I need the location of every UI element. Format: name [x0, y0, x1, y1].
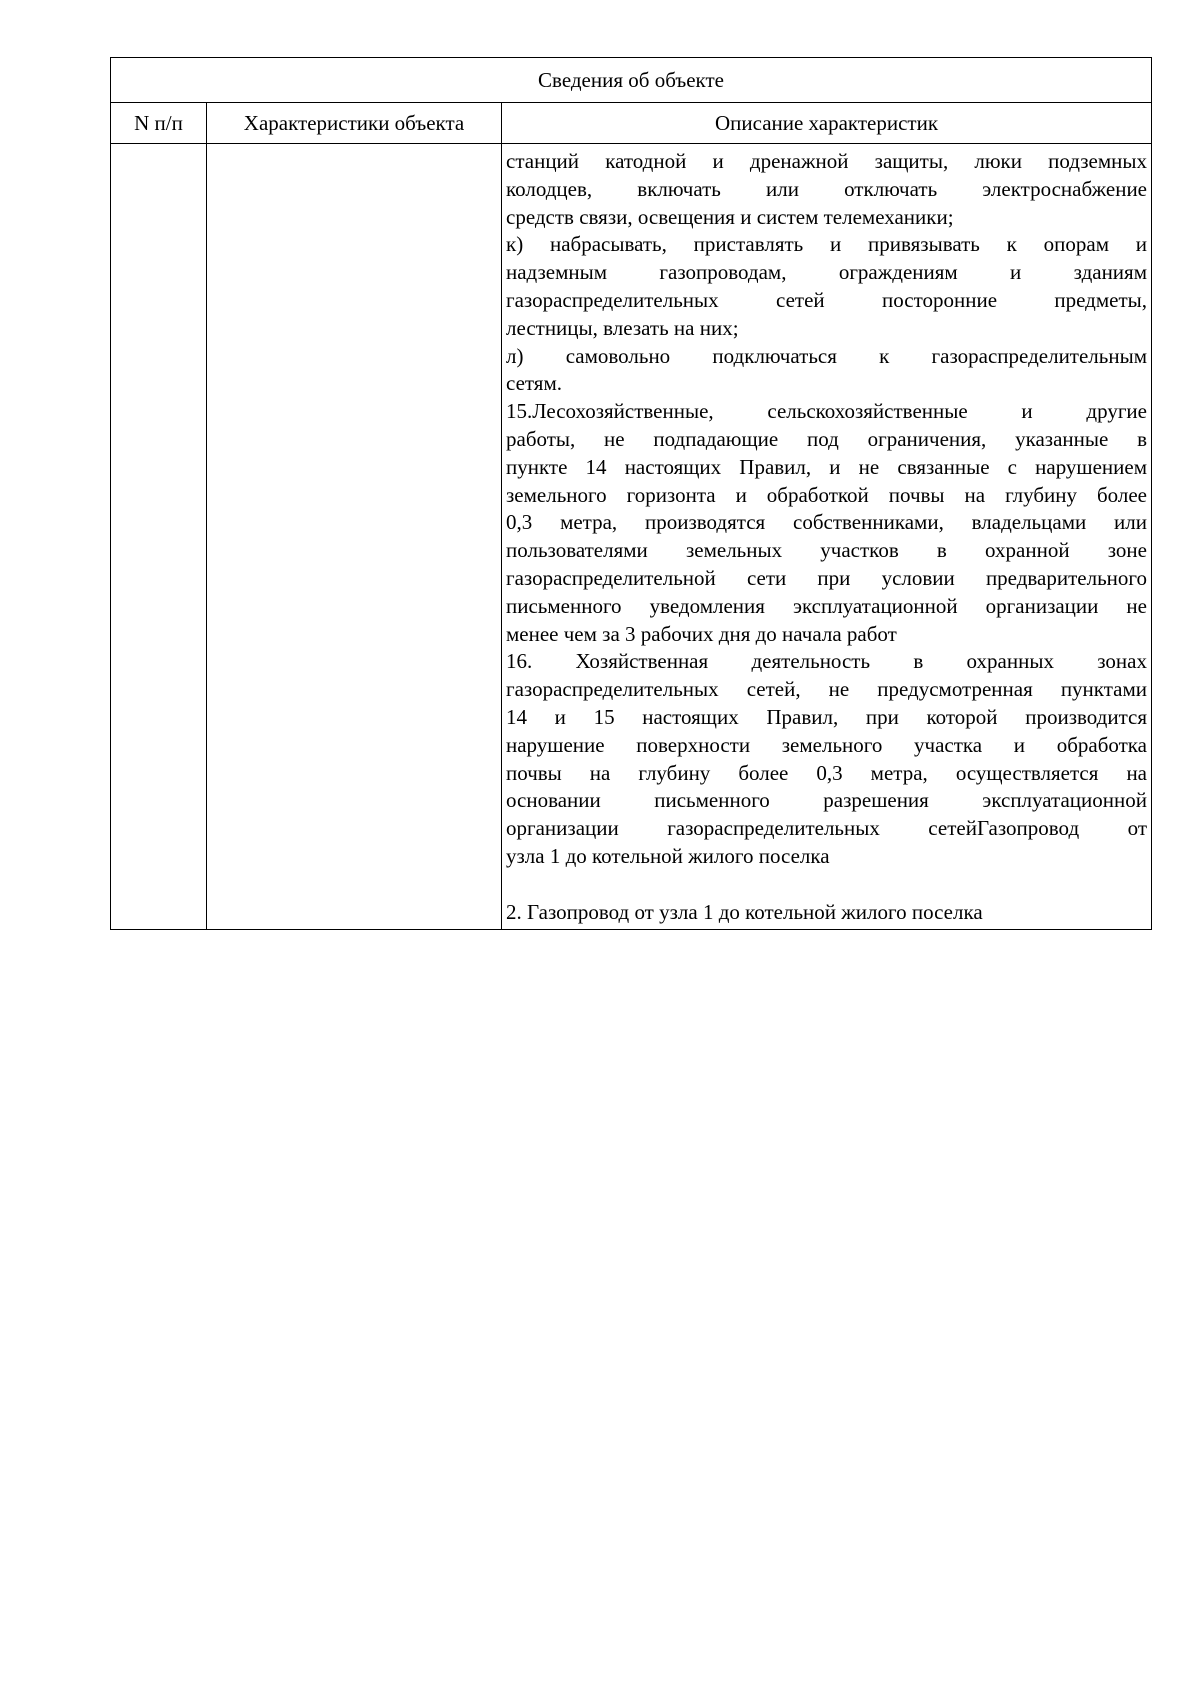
row-characteristic-cell	[207, 144, 502, 930]
table-header-row	[111, 103, 1152, 144]
description-line: колодцев, включать или отключать электроснабжение	[506, 176, 1147, 201]
description-line: пункте 14 настоящих Правил, и не связанные с нарушением	[506, 454, 1147, 479]
description-line: 0,3 метра, производятся собственниками, владельцами или	[506, 510, 1147, 535]
description-line: станций катодной и дренажной защиты, люки подземных	[506, 149, 1147, 173]
description-line: надземным газопроводам, ограждениям и зданиям	[506, 260, 1147, 285]
description-line: узла 1 до котельной жилого поселка	[506, 843, 830, 868]
description-line: почвы на глубину более 0,3 метра, осуществляется на	[506, 760, 1147, 785]
description-line: 14 и 15 настоящих Правил, при которой производится	[506, 704, 1147, 729]
description-line	[506, 871, 1147, 899]
description-line: работы, не подпадающие под ограничения, указанные в	[506, 426, 1147, 451]
description-line: письменного уведомления эксплуатационной организации не	[506, 593, 1147, 618]
header-number: N п/п	[111, 103, 207, 144]
row-description-cell	[502, 144, 1152, 930]
table-title-row	[111, 58, 1152, 103]
description-line: организации газораспределительных сетейГазопровод от	[506, 816, 1147, 841]
description-line: л) самовольно подключаться к газораспределительным	[506, 343, 1147, 368]
description-line: основании письменного разрешения эксплуатационной	[506, 788, 1147, 813]
object-info-table	[110, 57, 1152, 930]
table-title: Сведения об объекте	[111, 58, 1152, 103]
description-line: пользователями земельных участков в охранной зоне	[506, 538, 1147, 563]
header-characteristic: Характеристики объекта	[207, 103, 502, 144]
description-line: 16. Хозяйственная деятельность в охранных зонах	[506, 649, 1147, 674]
description-line: газораспределительной сети при условии предварительного	[506, 565, 1147, 590]
description-line: земельного горизонта и обработкой почвы на глубину более	[506, 482, 1147, 507]
description-line: нарушение поверхности земельного участка и обработка	[506, 732, 1147, 757]
description-line: к) набрасывать, приставлять и привязывать к опорам и	[506, 232, 1147, 257]
table-row	[111, 144, 1152, 930]
description-line: сетям.	[506, 371, 562, 396]
description-line: газораспределительных сетей, не предусмотренная пунктами	[506, 677, 1147, 702]
description-line: менее чем за 3 рабочих дня до начала работ	[506, 621, 897, 646]
header-description: Описание характеристик	[502, 103, 1152, 144]
description-line: 15.Лесохозяйственные, сельскохозяйственные и другие	[506, 399, 1147, 424]
description-line: 2. Газопровод от узла 1 до котельной жилого поселка	[506, 899, 983, 924]
row-number-cell	[111, 144, 207, 930]
description-line: лестницы, влезать на них;	[506, 315, 739, 340]
description-line: газораспределительных сетей посторонние предметы,	[506, 287, 1147, 312]
description-line: средств связи, освещения и систем телемеханики;	[506, 204, 954, 229]
